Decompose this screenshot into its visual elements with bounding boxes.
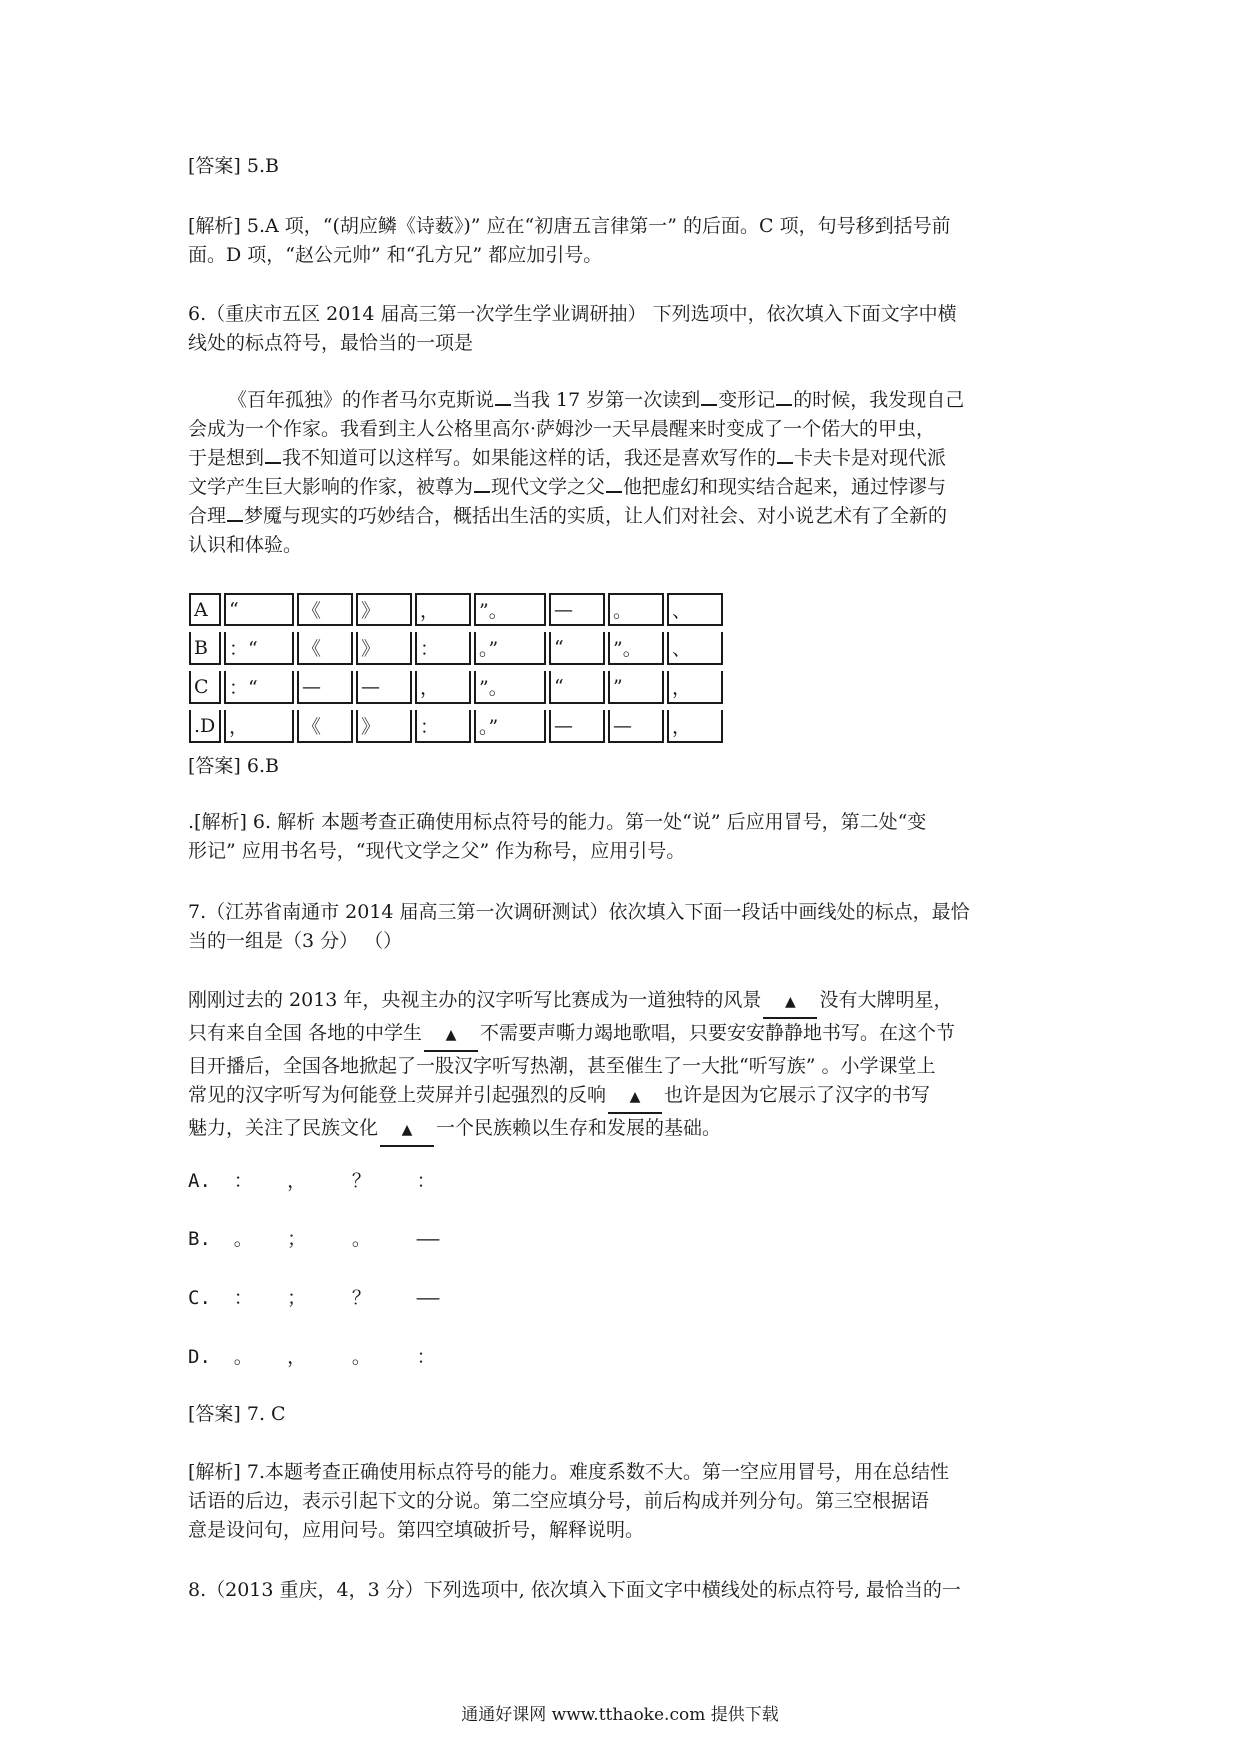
punct-blank bbox=[265, 462, 281, 464]
punct-cell: 《 bbox=[297, 593, 353, 626]
punct-cell: ， bbox=[415, 593, 471, 626]
punct-blank bbox=[701, 404, 717, 406]
punct-cell: “ bbox=[549, 632, 605, 665]
q5-answer bbox=[188, 152, 1068, 181]
passage-text: 当我 17 岁第一次读到 bbox=[512, 389, 701, 411]
q7-analysis-line3: 意是设问句，应用问号。第四空填破折号，解释说明。 bbox=[188, 1519, 645, 1541]
punct-cell: 。 bbox=[608, 593, 664, 626]
passage-text: 也许是因为它展示了汉字的书写 bbox=[664, 1084, 931, 1106]
table-row bbox=[189, 632, 723, 665]
q8-stem-line1: 8.（2013 重庆，4，3 分）下列选项中, 依次填入下面文字中横线处的标点符号, 最恰当的一 bbox=[188, 1579, 961, 1601]
q5-analysis-line2: 面。D 项，“赵公元帅” 和“孔方兄” 都应加引号。 bbox=[188, 244, 603, 266]
passage-text: 他把虚幻和现实结合起来，通过悖谬与 bbox=[623, 476, 947, 498]
passage-text: 魅力，关注了民族文化 bbox=[188, 1117, 379, 1139]
punct-cell: ， bbox=[415, 671, 471, 704]
passage-text: 文学产生巨大影响的作家，被尊为 bbox=[188, 476, 474, 498]
q6-analysis-line1: .[解析] 6. 解析 本题考查正确使用标点符号的能力。第一处“说” 后应用冒号，第二处“变 bbox=[188, 811, 927, 833]
q7-choice-b: B. 。 ； 。 —— bbox=[188, 1228, 440, 1250]
passage-text: 我不知道可以这样写。如果能这样的话，我还是喜欢写作的 bbox=[282, 447, 777, 469]
q6-analysis-line2: 形记” 应用书名号，“现代文学之父” 作为称号，应用引号。 bbox=[188, 840, 686, 862]
q7-analysis-line2: 话语的后边，表示引起下文的分说。第二空应填分号，前后构成并列分句。第三空根据语 bbox=[188, 1490, 930, 1512]
punct-cell: 》 bbox=[356, 593, 412, 626]
passage-text: 会成为一个作家。我看到主人公格里高尔·萨姆沙一天早晨醒来时变成了一个偌大的甲虫， bbox=[188, 418, 936, 440]
q7-passage-line4 bbox=[188, 1081, 1068, 1114]
q7-passage-line3 bbox=[188, 1052, 1068, 1081]
q6-stem bbox=[188, 300, 1068, 358]
passage-text: 没有大牌明星， bbox=[819, 989, 953, 1011]
q6-stem-line1: 6.（重庆市五区 2014 届高三第一次学生学业调研抽） 下列选项中，依次填入下面文字中横 bbox=[188, 303, 957, 325]
option-letter-cell: .D bbox=[189, 710, 221, 743]
passage-text: 一个民族赖以生存和发展的基础。 bbox=[436, 1117, 722, 1139]
punct-cell: “ bbox=[224, 593, 294, 626]
punct-blank bbox=[777, 462, 793, 464]
q6-answer bbox=[188, 752, 1068, 781]
punct-cell: 、 bbox=[667, 632, 723, 665]
passage-text: 的时候，我发现自己 bbox=[793, 389, 965, 411]
q6-analysis bbox=[188, 808, 1068, 866]
table-row bbox=[189, 710, 723, 743]
q7-passage bbox=[188, 986, 1068, 1147]
punct-cell: — bbox=[549, 593, 605, 626]
punct-cell: 》 bbox=[356, 710, 412, 743]
punct-cell: — bbox=[549, 710, 605, 743]
q7-choice-d: D. 。 ， 。 ： bbox=[188, 1346, 436, 1368]
passage-text: 变形记 bbox=[718, 389, 776, 411]
option-letter-cell: B bbox=[189, 632, 221, 665]
punct-cell: “ bbox=[549, 671, 605, 704]
punct-cell: ， bbox=[224, 710, 294, 743]
q7-stem bbox=[188, 898, 1068, 956]
passage-text: 梦魇与现实的巧妙结合，概括出生活的实质，让人们对社会、对小说艺术有了全新的 bbox=[244, 505, 948, 527]
q6-passage-line6 bbox=[188, 531, 1068, 560]
punct-cell: 。” bbox=[474, 632, 546, 665]
q6-passage-line3 bbox=[188, 444, 1068, 473]
q6-passage-line1 bbox=[228, 386, 1068, 415]
passage-text: 合理 bbox=[188, 505, 227, 527]
triangle-blank: ▲ bbox=[380, 1116, 434, 1147]
q7-answer bbox=[188, 1400, 1068, 1429]
q7-answer-text: [答案] 7. C bbox=[188, 1403, 286, 1425]
option-letter-cell: C bbox=[189, 671, 221, 704]
punct-blank bbox=[776, 404, 792, 406]
q7-stem-line2: 当的一组是（3 分） （） bbox=[188, 930, 403, 952]
q5-answer-text: [答案] 5.B bbox=[188, 155, 279, 177]
table-row bbox=[189, 593, 723, 626]
q8-stem bbox=[188, 1576, 1068, 1605]
punct-cell: ， bbox=[667, 710, 723, 743]
passage-text: 于是想到 bbox=[188, 447, 265, 469]
punct-cell: 。” bbox=[474, 710, 546, 743]
punct-cell: ”。 bbox=[474, 593, 546, 626]
punct-cell: ， bbox=[667, 671, 723, 704]
q6-passage-line5 bbox=[188, 502, 1068, 531]
q7-choice-a: A. ： ， ？ ： bbox=[188, 1170, 436, 1192]
punct-cell: ”。 bbox=[608, 632, 664, 665]
punct-cell: 》 bbox=[356, 632, 412, 665]
q7-choice-c: C. ： ； ？ —— bbox=[188, 1287, 440, 1309]
passage-text: 认识和体验。 bbox=[188, 534, 303, 556]
q7-passage-line1 bbox=[188, 986, 1068, 1019]
q5-analysis-line1: [解析] 5.A 项，“(胡应鳞《诗薮》)” 应在“初唐五言律第一” 的后面。C 项，句号移到括号前 bbox=[188, 215, 951, 237]
punct-cell: 、 bbox=[667, 593, 723, 626]
q6-answer-text: [答案] 6.B bbox=[188, 755, 279, 777]
punct-blank bbox=[495, 404, 511, 406]
q6-options-table bbox=[186, 593, 726, 743]
page-footer: 通通好课网 www.tthaoke.com 提供下载 bbox=[461, 1705, 779, 1725]
triangle-blank: ▲ bbox=[608, 1083, 662, 1114]
punct-cell: ” bbox=[608, 671, 664, 704]
triangle-blank: ▲ bbox=[763, 988, 817, 1019]
passage-text: 卡夫卡是对现代派 bbox=[794, 447, 947, 469]
punct-cell: — bbox=[356, 671, 412, 704]
punct-cell: — bbox=[297, 671, 353, 704]
q7-passage-line2 bbox=[188, 1019, 1068, 1052]
punct-cell: ： bbox=[415, 632, 471, 665]
q6-options-body bbox=[189, 593, 723, 743]
passage-text: 不需要声嘶力竭地歌唱，只要安安静静地书写。在这个节 bbox=[480, 1022, 956, 1044]
table-row bbox=[189, 671, 723, 704]
q7-analysis-line1: [解析] 7.本题考查正确使用标点符号的能力。难度系数不大。第一空应用冒号，用在总结性 bbox=[188, 1461, 949, 1483]
q6-passage-line4 bbox=[188, 473, 1068, 502]
passage-text: 现代文学之父 bbox=[491, 476, 606, 498]
punct-cell: ”。 bbox=[474, 671, 546, 704]
punct-blank bbox=[474, 491, 490, 493]
option-letter-cell: A bbox=[189, 593, 221, 626]
triangle-blank: ▲ bbox=[424, 1021, 478, 1052]
q6-stem-line2: 线处的标点符号，最恰当的一项是 bbox=[188, 332, 474, 354]
passage-text: 常见的汉字听写为何能登上荧屏并引起强烈的反响 bbox=[188, 1084, 607, 1106]
punct-cell: 《 bbox=[297, 710, 353, 743]
q7-stem-line1: 7.（江苏省南通市 2014 届高三第一次调研测试）依次填入下面一段话中画线处的标点，最恰 bbox=[188, 901, 970, 923]
q6-passage-line2 bbox=[188, 415, 1068, 444]
passage-text: 《百年孤独》的作者马尔克斯说 bbox=[228, 389, 495, 411]
q6-passage bbox=[188, 386, 1068, 560]
passage-text: 只有来自全国 各地的中学生 bbox=[188, 1022, 423, 1044]
punct-blank bbox=[606, 491, 622, 493]
punct-cell: ： bbox=[415, 710, 471, 743]
punct-cell: 《 bbox=[297, 632, 353, 665]
punct-cell: ：“ bbox=[224, 671, 294, 704]
q7-passage-line5 bbox=[188, 1114, 1068, 1147]
punct-cell: — bbox=[608, 710, 664, 743]
q7-analysis bbox=[188, 1458, 1068, 1545]
passage-text: 目开播后，全国各地掀起了一股汉字听写热潮，甚至催生了一大批“听写族” 。小学课堂上 bbox=[188, 1055, 936, 1077]
q5-analysis bbox=[188, 212, 1068, 270]
punct-blank bbox=[227, 520, 243, 522]
passage-text: 刚刚过去的 2013 年，央视主办的汉字听写比赛成为一道独特的风景 bbox=[188, 989, 762, 1011]
punct-cell: ：“ bbox=[224, 632, 294, 665]
